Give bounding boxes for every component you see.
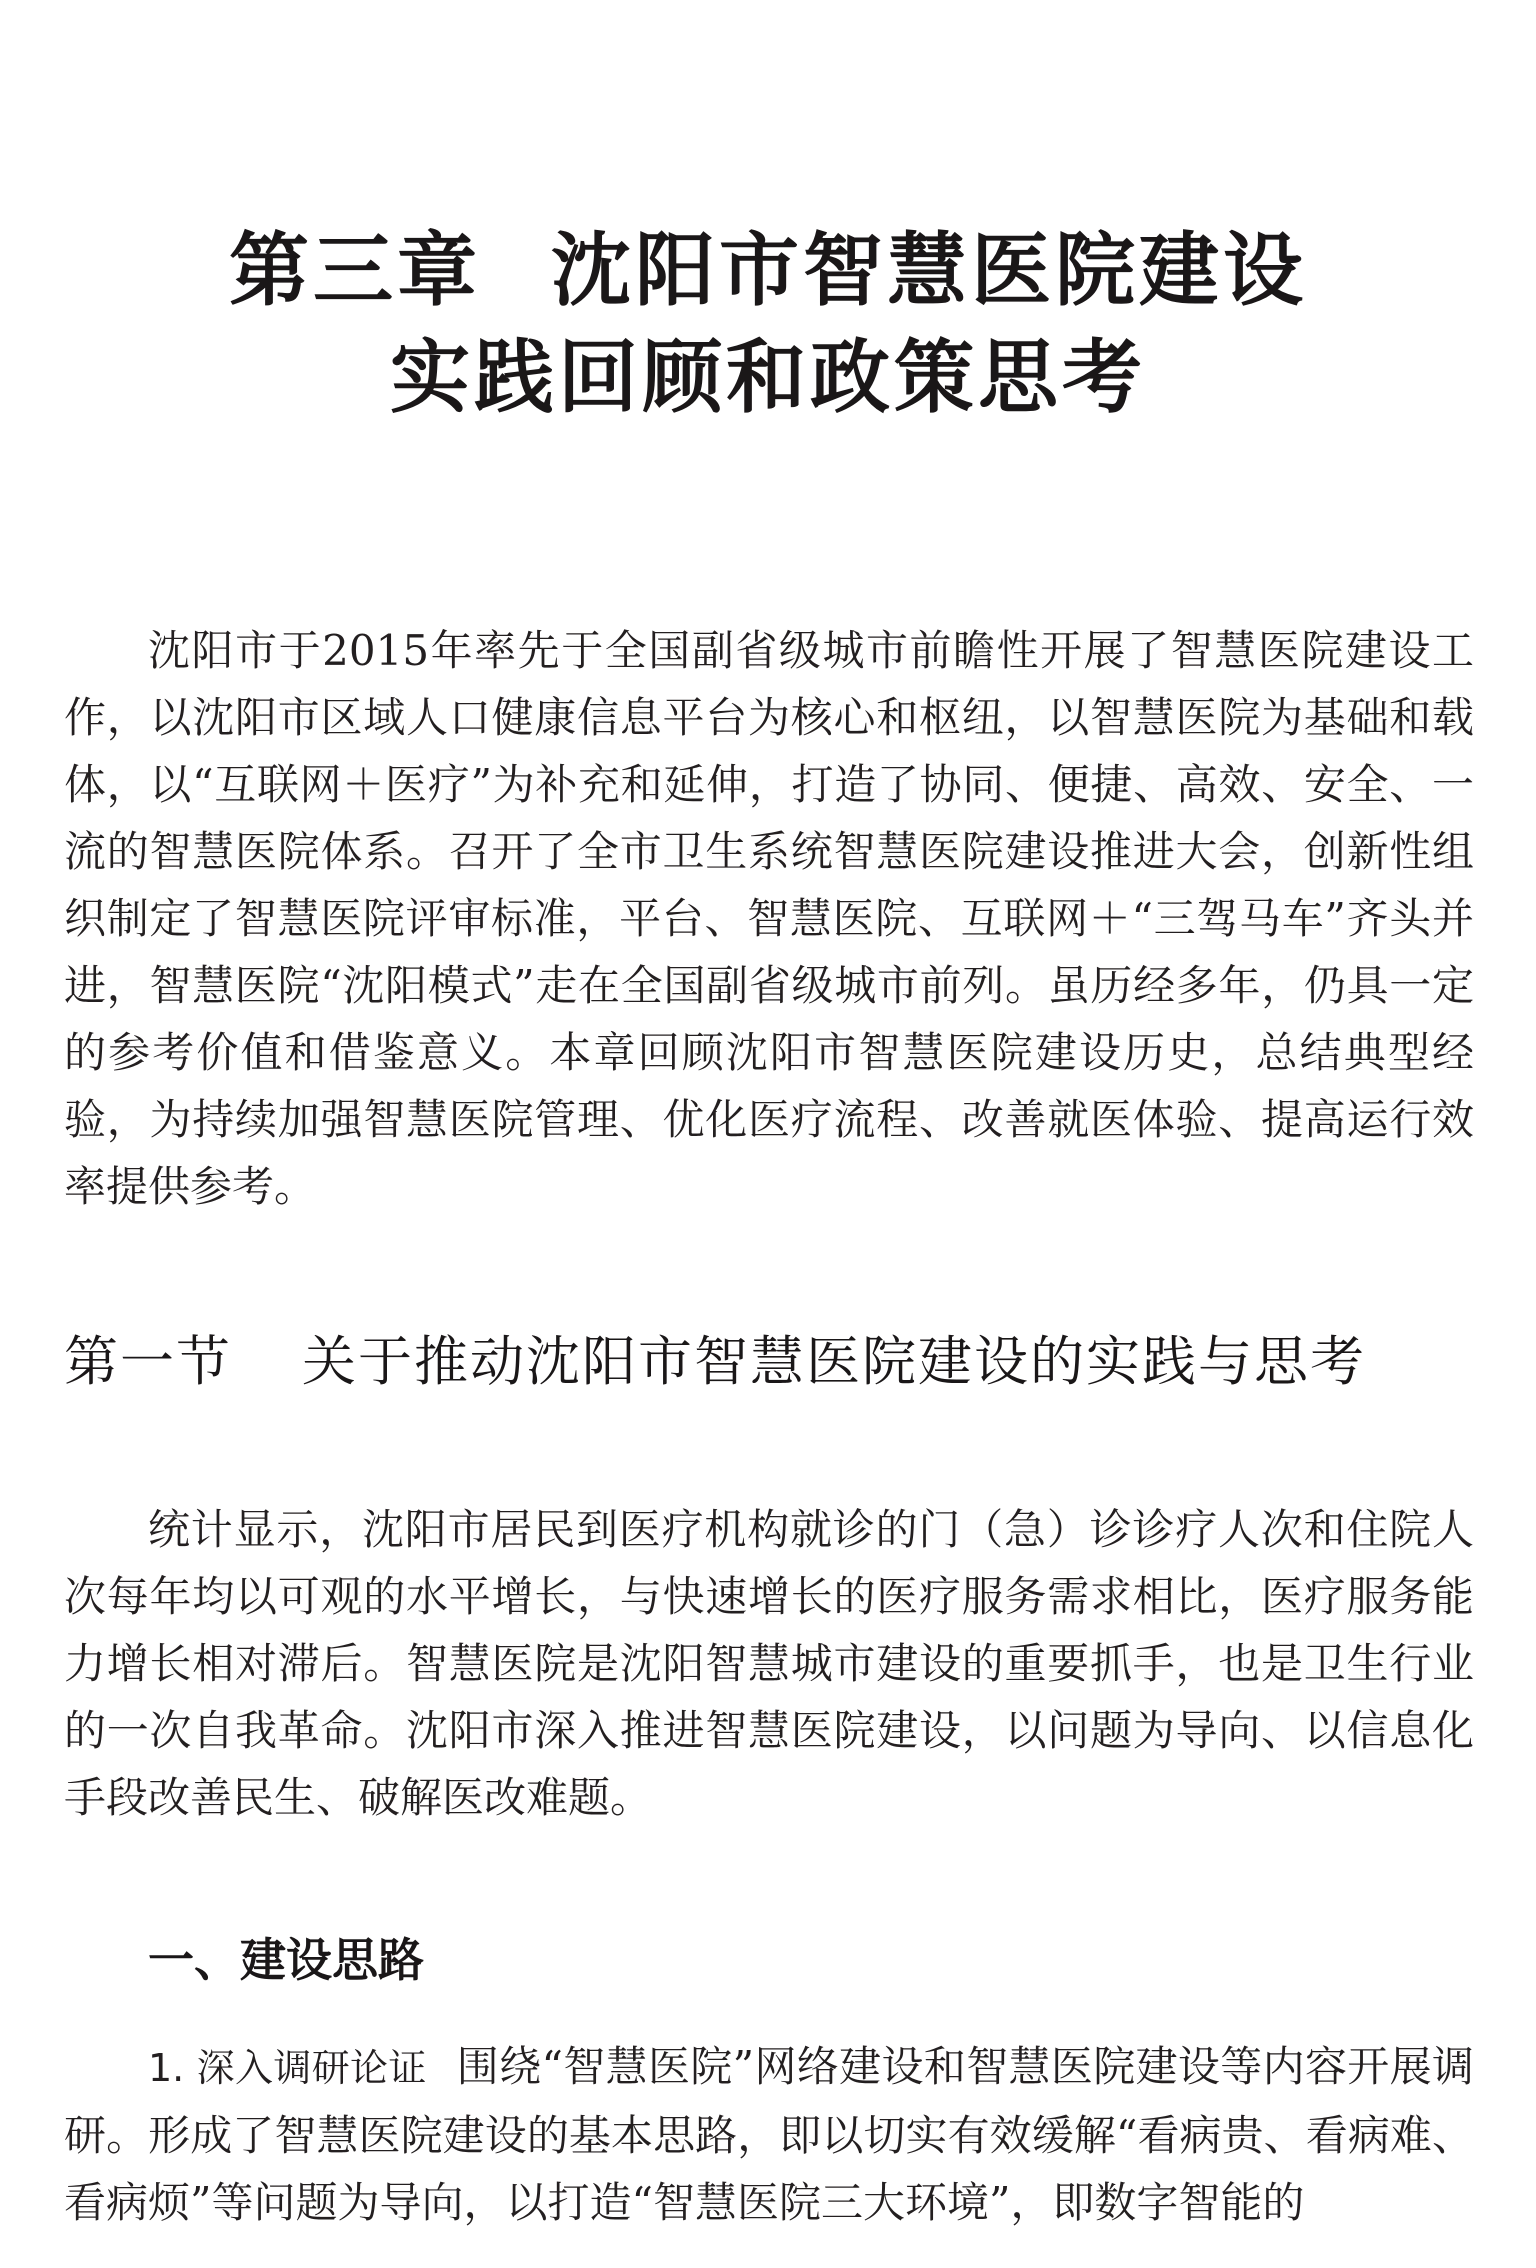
- item1-text: 围绕“智慧医院”网络建设和智慧医院建设等内容开展调研。形成了智慧医院建设的基本思路，即以切实有效缓解“看病贵、看病难、看病烦”等问题为导向，以打造“智慧医院三大环境”，即数字智能的: [64, 2042, 1474, 2227]
- intro-paragraph: 沈阳市于2015年率先于全国副省级城市前瞻性开展了智慧医院建设工作，以沈阳市区域人口健康信息平台为核心和枢纽，以智慧医院为基础和载体，以“互联网＋医疗”为补充和延伸，打造了协同、便捷、高效、安全、一流的智慧医院体系。召开了全市卫生系统智慧医院建设推进大会，创新性组织制定了智慧医院评审标准，平台、智慧医院、互联网＋“三驾马车”齐头并进，智慧医院“沈阳模式”走在全国副省级城市前列。虽历经多年，仍具一定的参考价值和借鉴意义。本章回顾沈阳市智慧医院建设历史，总结典型经验，为持续加强智慧医院管理、优化医疗流程、改善就医体验、提高运行效率提供参考。: [64, 626, 1474, 1211]
- chapter-title-line2: 实践回顾和政策思考: [390, 330, 1146, 424]
- subsection-heading: 一、建设思路: [148, 1933, 424, 1987]
- item1-paragraph: [64, 2033, 1474, 2236]
- item1-lead: 1. 深入调研论证: [148, 2046, 427, 2090]
- chapter-label: 第三章: [229, 223, 481, 317]
- chapter-title-text1: 沈阳市智慧医院建设: [551, 223, 1307, 317]
- section-label: 第一节: [64, 1330, 232, 1393]
- section-title: [64, 1322, 1474, 1402]
- section-title-text: 关于推动沈阳市智慧医院建设的实践与思考: [302, 1330, 1366, 1393]
- chapter-title-line1: [0, 220, 1536, 320]
- section-paragraph: 统计显示，沈阳市居民到医疗机构就诊的门（急）诊诊疗人次和住院人次每年均以可观的水平增长，与快速增长的医疗服务需求相比，医疗服务能力增长相对滞后。智慧医院是沈阳智慧城市建设的重要抓手，也是卫生行业的一次自我革命。沈阳市深入推进智慧医院建设，以问题为导向、以信息化手段改善民生、破解医改难题。: [64, 1505, 1474, 1822]
